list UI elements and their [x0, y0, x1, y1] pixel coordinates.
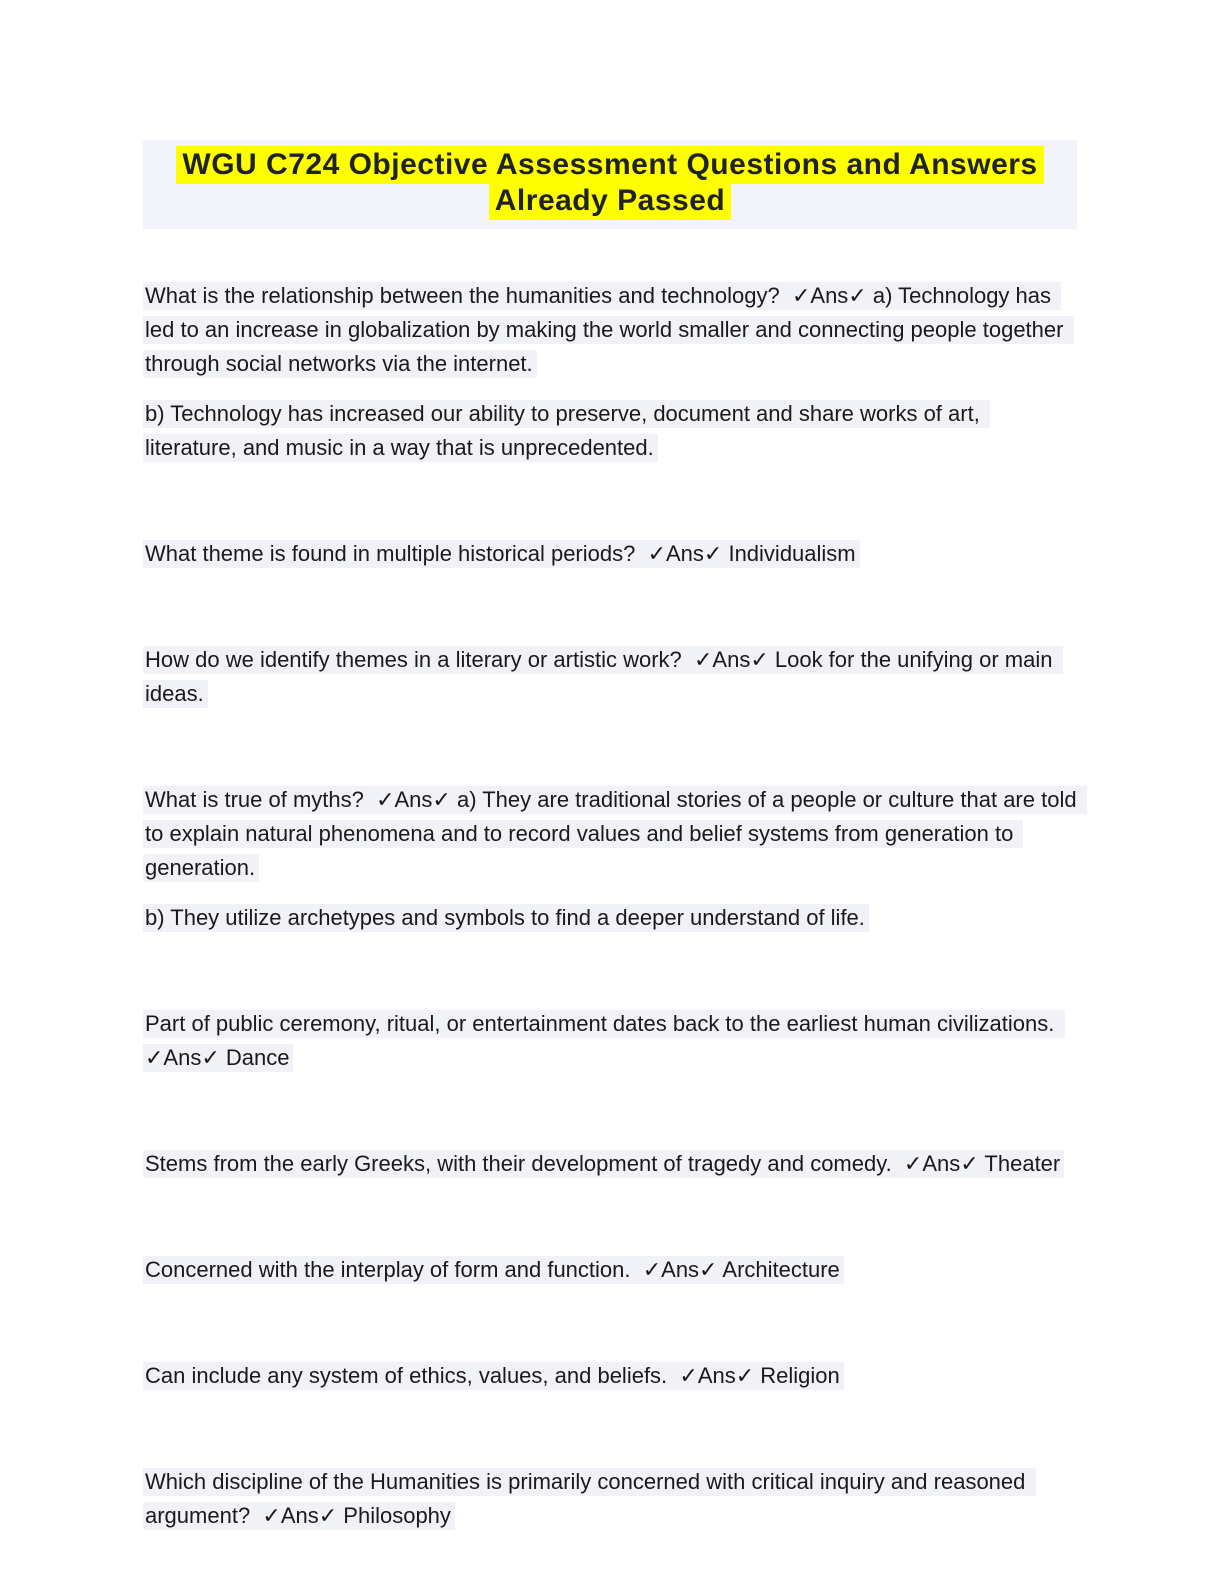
qa-text: What theme is found in multiple historical periods? ✓Ans✓ Individualism [143, 540, 860, 568]
qa-text: Which discipline of the Humanities is primarily concerned with critical inquiry and reasoned argument? ✓Ans✓ Philosophy [143, 1468, 1036, 1530]
qa-paragraph [143, 901, 1077, 935]
qa-block-9 [143, 1465, 1077, 1533]
qa-paragraph [143, 279, 1077, 381]
document-title-band [143, 140, 1077, 229]
qa-paragraph [143, 643, 1077, 711]
qa-paragraph [143, 1253, 1077, 1287]
qa-text: How do we identify themes in a literary or artistic work? ✓Ans✓ Look for the unifying or main ideas. [143, 646, 1063, 708]
document-title-line-1 [147, 147, 1073, 183]
qa-paragraph [143, 537, 1077, 571]
qa-text: b) Technology has increased our ability to preserve, document and share works of art, literature, and music in a way that is unprecedented. [143, 400, 990, 462]
qa-text: Stems from the early Greeks, with their development of tragedy and comedy. ✓Ans✓ Theater [143, 1150, 1064, 1178]
qa-text: What is true of myths? ✓Ans✓ a) They are traditional stories of a people or culture that are told to explain natural phenomena and to record values and belief systems from generation to generation. [143, 786, 1087, 882]
qa-block-2 [143, 537, 1077, 571]
qa-paragraph [143, 1007, 1077, 1075]
qa-block-6 [143, 1147, 1077, 1181]
qa-paragraph [143, 397, 1077, 465]
qa-block-7 [143, 1253, 1077, 1287]
qa-paragraph [143, 1465, 1077, 1533]
qa-block-5 [143, 1007, 1077, 1075]
title-highlight-2: Already Passed [489, 182, 731, 220]
qa-text: What is the relationship between the humanities and technology? ✓Ans✓ a) Technology has led to an increase in globalization by making the world smaller and connecting people together through social networks via the internet. [143, 282, 1074, 378]
qa-text: Part of public ceremony, ritual, or entertainment dates back to the earliest human civilizations. ✓Ans✓ Dance [143, 1010, 1065, 1072]
qa-text: Can include any system of ethics, values, and beliefs. ✓Ans✓ Religion [143, 1362, 844, 1390]
qa-paragraph [143, 783, 1083, 885]
qa-block-3 [143, 643, 1077, 711]
qa-block-4 [143, 783, 1083, 935]
qa-text: b) They utilize archetypes and symbols to find a deeper understand of life. [143, 904, 869, 932]
qa-paragraph [143, 1359, 1077, 1393]
qa-block-1 [143, 279, 1077, 465]
qa-block-8 [143, 1359, 1077, 1393]
document-title-line-2 [147, 183, 1073, 219]
title-highlight-1: WGU C724 Objective Assessment Questions and Answers [176, 146, 1043, 184]
qa-text: Concerned with the interplay of form and function. ✓Ans✓ Architecture [143, 1256, 844, 1284]
qa-paragraph [143, 1147, 1077, 1181]
